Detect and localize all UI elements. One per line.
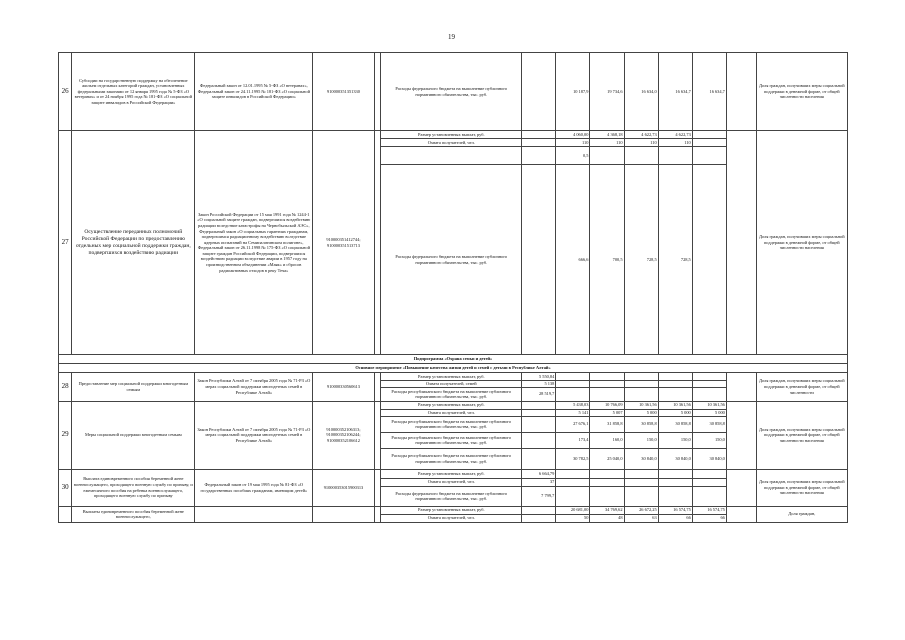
budget-code [313, 506, 375, 522]
indicator-value [658, 478, 692, 486]
blank-cell [726, 131, 756, 355]
row-number [59, 506, 72, 522]
indicator-value [692, 165, 726, 355]
indicator-value [624, 381, 658, 388]
indicator-value: 150,0 [692, 432, 726, 448]
legal-basis: Федеральный закон от 12.01.1995 № 5-ФЗ «О ветеранах», Федеральный закон от 24.11.1995 № 181-ФЗ «О социальной защите инвалидов в Российской Федерации» [195, 53, 313, 131]
indicator-value: 728,5 [624, 165, 658, 355]
budget-code: 910000351412744; 910000351513713 [313, 131, 375, 355]
blank-cell [726, 401, 756, 469]
row-number: 27 [59, 131, 72, 355]
blank-cell [374, 401, 381, 469]
indicator-value [590, 147, 624, 165]
indicator-value: 19 734,6 [590, 53, 624, 131]
indicator-value: 0,5 [556, 147, 590, 165]
measure-name: Субсидии на государственную поддержку на обеспечение жильем отдельных категорий граждан, установленных федеральными законами от 12 января 1995 года № 5-ФЗ «О ветеранах» и от 24 ноября 1995 года № 181-ФЗ «О социальной защите инвалидов в Российской Федерации» [72, 53, 195, 131]
indicator-value: 30 840,0 [658, 448, 692, 469]
indicator-value: 7 799,7 [522, 486, 556, 506]
indicator-value: 30 840,0 [692, 448, 726, 469]
indicator-value [692, 373, 726, 381]
indicator-value [522, 448, 556, 469]
indicator-value: 5 007 [590, 409, 624, 416]
indicator-value: 31 858,8 [590, 416, 624, 432]
indicator-value [692, 381, 726, 388]
indicator-value: 28 519,7 [522, 387, 556, 401]
indicator-value: 20 681,00 [556, 506, 590, 514]
subprogram-row [59, 355, 848, 364]
indicator-label: Расходы республиканского бюджета на выполнение публичного нормативного обязательства, тыс. руб. [381, 387, 522, 401]
indicator-label: Расходы республиканского бюджета на выполнение публичного нормативного обязательства, тыс. руб. [381, 448, 522, 469]
indicator-value: 10 766,09 [590, 401, 624, 409]
indicator-value [522, 165, 556, 355]
indicator-value: 30 840,0 [624, 448, 658, 469]
indicator-value: 37 [522, 478, 556, 486]
indicator-value: 66 [692, 514, 726, 522]
indicator-value: 666,6 [556, 165, 590, 355]
indicator-value [522, 139, 556, 147]
target-indicator: Доля граждан, [756, 506, 847, 522]
indicator-value: 5 000 [624, 409, 658, 416]
indicator-value [556, 478, 590, 486]
indicator-value: 26 672,25 [624, 506, 658, 514]
indicator-label: Охвата получателей, чел. [381, 409, 522, 416]
indicator-value [658, 373, 692, 381]
blank-cell [726, 506, 756, 522]
indicator-value [692, 478, 726, 486]
indicator-value [624, 147, 658, 165]
indicator-value: 4 622,73 [624, 131, 658, 139]
indicator-value: 30 782,5 [556, 448, 590, 469]
indicator-value [692, 469, 726, 478]
indicator-value [658, 387, 692, 401]
indicator-value [522, 416, 556, 432]
budget-code: 910000352106313; 910000352106244; 910000352106612 [313, 401, 375, 469]
legal-basis: Федеральный закон от 19 мая 1995 года № 81-ФЗ «О государственных пособиях гражданам, имеющим детей» [195, 469, 313, 506]
legal-basis [195, 506, 313, 522]
indicator-value: 5 438,03 [556, 401, 590, 409]
indicator-value: 25 040,0 [590, 448, 624, 469]
measure-name: Осуществление переданных полномочий Российской Федерации по предоставлению отдельных мер социальной поддержки граждан, подвергшихся воздействию радиации [72, 131, 195, 355]
indicator-label: Размер установленных выплат, руб. [381, 131, 522, 139]
indicator-label: Охвата получателей, чел. [381, 139, 522, 147]
indicator-value: 5 550,84 [522, 373, 556, 381]
indicator-value: 150,0 [658, 432, 692, 448]
budget-code: 910000330560613 [313, 373, 375, 402]
table-row [59, 506, 848, 514]
indicator-value: 4 622,73 [658, 131, 692, 139]
indicator-value [590, 373, 624, 381]
indicator-value: 63 [624, 514, 658, 522]
indicator-value: 50 [556, 514, 590, 522]
indicator-value: 10 361,56 [624, 401, 658, 409]
indicator-value [556, 469, 590, 478]
target-indicator: Доля граждан, получивших меры социальной поддержки в денежной форме, от общей численности [756, 373, 847, 402]
indicator-value [522, 147, 556, 165]
indicator-value: 5 000 [658, 409, 692, 416]
indicator-value: 30 858,8 [624, 416, 658, 432]
indicator-label: Охвата получателей, чел. [381, 514, 522, 522]
indicator-value [556, 381, 590, 388]
indicator-value [590, 387, 624, 401]
indicator-value: 110 [556, 139, 590, 147]
indicator-value [522, 131, 556, 139]
measure-name: Предоставление мер социальной поддержки многодетным семьям [72, 373, 195, 402]
indicator-value [692, 486, 726, 506]
indicator-value: 4 368,18 [590, 131, 624, 139]
indicator-label: Расходы федерального бюджета на выполнение публичного нормативного обязательства, тыс. руб. [381, 165, 522, 355]
page-number: 19 [448, 33, 455, 41]
indicator-value: 173,4 [556, 432, 590, 448]
measure-name: Выплата единовременного пособия беременной жене военнослужащего, проходящего военную службу по призыву, и ежемесячного пособия на ребенка военнослужащего, проходящего военную службу по призыву [72, 469, 195, 506]
indicator-label: Размер установленных выплат, руб. [381, 373, 522, 381]
indicator-value [658, 381, 692, 388]
indicator-value [692, 387, 726, 401]
indicator-value: 6 664,79 [522, 469, 556, 478]
subprogram-title: Подпрограмма «Охрана семьи и детей» [59, 355, 848, 364]
indicator-value: 16 634,0 [624, 53, 658, 131]
blank-cell [374, 469, 381, 506]
indicator-label: Охвата получателей, семей [381, 381, 522, 388]
indicator-value: 5 000 [692, 409, 726, 416]
row-number: 29 [59, 401, 72, 469]
indicator-value: 30 858,8 [658, 416, 692, 432]
row-number: 30 [59, 469, 72, 506]
indicator-value [624, 469, 658, 478]
table-row [59, 131, 848, 139]
table-row [59, 373, 848, 381]
indicator-value [624, 478, 658, 486]
indicator-value: 30 858,8 [692, 416, 726, 432]
budget-code: 910000353015900313 [313, 469, 375, 506]
target-indicator: Доля граждан, получивших меры социальной поддержки в денежной форме, от общей численности населения [756, 53, 847, 131]
indicator-value [658, 486, 692, 506]
indicator-value [590, 486, 624, 506]
indicator-value [692, 139, 726, 147]
indicator-label: Расходы республиканского бюджета на выполнение публичного нормативного обязательства, тыс. руб. [381, 416, 522, 432]
indicator-value [522, 432, 556, 448]
legal-basis: Закон Российской Федерации от 15 мая 1991 года № 1244-1 «О социальной защите граждан, подвергшихся воздействию радиации вследствие катастрофы на Чернобыльской АЭС», Федеральный закон «О социальных гарантиях гражданам, подвергшимся радиационному воздействию вследствие ядерных испытаний на Семипалатинском полигоне», Федеральный закон от 26.11.1998 № 175-ФЗ «О социальной защите граждан Российской Федерации, подвергшихся воздействию радиации вследствие аварии в 1957 году на производственном объединении «Маяк» и сбросов радиоактивных отходов в реку Теча» [195, 131, 313, 355]
indicator-label: Расходы республиканского бюджета на выполнение публичного нормативного обязательства, тыс. руб. [381, 432, 522, 448]
indicator-value [590, 478, 624, 486]
indicator-value: 700,5 [590, 165, 624, 355]
indicator-value: 5 138 [522, 381, 556, 388]
indicator-value [590, 381, 624, 388]
indicator-value [522, 401, 556, 409]
indicator-value: 110 [658, 139, 692, 147]
indicator-value: 110 [624, 139, 658, 147]
indicator-value [590, 469, 624, 478]
main-event-row [59, 364, 848, 373]
indicator-label [381, 147, 522, 165]
indicator-value [658, 147, 692, 165]
indicator-value: 10 187,9 [556, 53, 590, 131]
budget-code: 910000351351330 [313, 53, 375, 131]
indicator-value: 10 361,56 [692, 401, 726, 409]
indicator-value: 48 [590, 514, 624, 522]
indicator-value: 160,0 [590, 432, 624, 448]
blank-cell [726, 53, 756, 131]
blank-cell [726, 373, 756, 402]
indicator-value: 16 634,7 [658, 53, 692, 131]
indicator-value [556, 486, 590, 506]
row-number: 28 [59, 373, 72, 402]
indicator-value: 16 634,7 [692, 53, 726, 131]
indicator-label: Размер установленных выплат, руб. [381, 506, 522, 514]
indicator-label: Охвата получателей, чел. [381, 478, 522, 486]
blank-cell [374, 131, 381, 355]
indicator-label: Размер установленных выплат, руб. [381, 469, 522, 478]
table-row [59, 469, 848, 478]
blank-cell [374, 373, 381, 402]
main-event-title: Основное мероприятие «Повышение качества жизни детей и семей с детьми в Республике Алтай» [59, 364, 848, 373]
measure-name: Меры социальной поддержки многодетным семьям [72, 401, 195, 469]
row-number: 26 [59, 53, 72, 131]
measure-name: Выплаты единовременного пособия беременной жене военнослужащего, [72, 506, 195, 522]
target-indicator: Доля граждан, получивших меры социальной поддержки в денежной форме, от общей численности населения [756, 469, 847, 506]
indicator-label: Расходы федерального бюджета на выполнение публичного нормативного обязательства, тыс. руб. [381, 486, 522, 506]
indicator-value: 34 769,62 [590, 506, 624, 514]
indicator-value: 4 060,00 [556, 131, 590, 139]
indicator-value [624, 373, 658, 381]
indicator-value [522, 506, 556, 514]
legal-basis: Закон Республики Алтай от 7 октября 2005 года № 71-РЗ «О мерах социальной поддержки многодетных семей в Республике Алтай» [195, 373, 313, 402]
indicator-value [522, 53, 556, 131]
indicator-value: 10 361,56 [658, 401, 692, 409]
target-indicator: Доля граждан, получивших меры социальной поддержки в денежной форме, от общей численности населения [756, 131, 847, 355]
indicator-value [658, 469, 692, 478]
target-indicator: Доля граждан, получивших меры социальной поддержки в денежной форме, от общей численности населения [756, 401, 847, 469]
indicator-value [692, 147, 726, 165]
indicator-value: 66 [658, 514, 692, 522]
blank-cell [374, 53, 381, 131]
indicator-value [624, 486, 658, 506]
indicator-value [522, 409, 556, 416]
indicator-value: 150,0 [624, 432, 658, 448]
indicator-value: 728,5 [658, 165, 692, 355]
blank-cell [374, 506, 381, 522]
table-row [59, 401, 848, 409]
blank-cell [726, 469, 756, 506]
indicator-value: 110 [590, 139, 624, 147]
indicator-value: 5 141 [556, 409, 590, 416]
indicator-label: Расходы федерального бюджета на выполнение публичного нормативного обязательства, тыс. руб. [381, 53, 522, 131]
legal-basis: Закон Республики Алтай от 7 октября 2005 года № 71-РЗ «О мерах социальной поддержки многодетных семей в Республике Алтай» [195, 401, 313, 469]
indicator-value [522, 514, 556, 522]
indicator-value [692, 131, 726, 139]
table-row [59, 53, 848, 131]
indicator-value: 27 676,1 [556, 416, 590, 432]
indicator-label: Размер установленных выплат, руб. [381, 401, 522, 409]
indicator-value: 16 574,75 [692, 506, 726, 514]
indicator-value [556, 387, 590, 401]
indicator-value [556, 373, 590, 381]
indicator-value: 16 574,75 [658, 506, 692, 514]
program-table [58, 52, 848, 523]
indicator-value [624, 387, 658, 401]
